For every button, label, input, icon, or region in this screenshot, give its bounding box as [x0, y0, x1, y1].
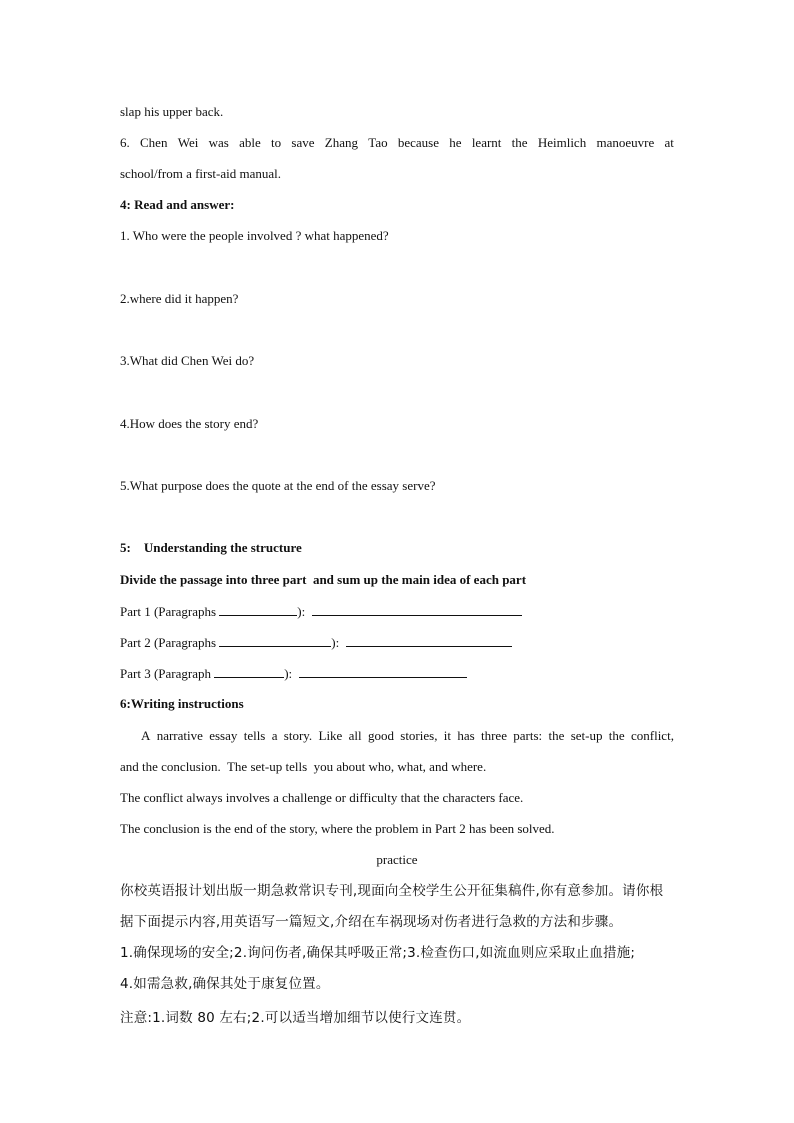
answer-6-word: the — [511, 135, 528, 150]
answer-6-line — [120, 135, 674, 151]
writing-instructions-line-2: and the conclusion. The set-up tells you about who, what, and where. — [120, 759, 487, 774]
practice-hint-line-1: 1.确保现场的安全;2.询问伤者,确保其呼吸正常;3.检查伤口,如流血则应采取止血措施; — [120, 945, 636, 961]
answer-6-word: 6. — [120, 135, 130, 150]
writing-instructions-line-1 — [141, 728, 674, 744]
practice-heading: practice — [376, 852, 418, 867]
question-4: 4.How does the story end? — [120, 416, 259, 431]
answer-6-word: was — [208, 135, 229, 150]
writing-instructions-line-1-word: parts: — [513, 728, 543, 743]
writing-instructions-line-1-word: it — [443, 728, 452, 743]
writing-instructions-line-1-word: narrative — [156, 728, 203, 743]
writing-instructions-line-1-word: A — [141, 728, 151, 743]
writing-instructions-line-1-word: all — [348, 728, 362, 743]
writing-instructions-line-1-word: essay — [209, 728, 238, 743]
answer-6-word: Wei — [177, 135, 199, 150]
answer-6-word: Chen — [140, 135, 168, 150]
question-1: 1. Who were the people involved ? what happened? — [120, 228, 389, 243]
part-1-close: ): — [297, 604, 306, 619]
writing-instructions-line-3: The conflict always involves a challenge or difficulty that the characters face. — [120, 790, 524, 805]
writing-instructions-line-1-word: three — [480, 728, 507, 743]
answer-6-word: at — [664, 135, 674, 150]
part-2-main-idea-blank[interactable] — [346, 634, 512, 647]
answer-6-word: Heimlich — [537, 135, 587, 150]
part-1-paragraphs-blank[interactable] — [219, 603, 297, 616]
question-2: 2.where did it happen? — [120, 291, 239, 306]
section-6-heading: 6:Writing instructions — [120, 696, 244, 711]
writing-instructions-line-1-word: a — [271, 728, 278, 743]
answer-6-word: Zhang — [324, 135, 359, 150]
text-line-slap: slap his upper back. — [120, 104, 224, 119]
answer-6-word: because — [397, 135, 439, 150]
writing-instructions-line-1-word: good — [367, 728, 394, 743]
writing-instructions-line-1-word: stories, — [400, 728, 438, 743]
practice-prompt-line-2: 据下面提示内容,用英语写一篇短文,介绍在车祸现场对伤者进行急救的方法和步骤。 — [120, 914, 623, 930]
part-2-paragraphs-blank[interactable] — [219, 634, 331, 647]
part-3-main-idea-blank[interactable] — [299, 665, 467, 678]
part-1-main-idea-blank[interactable] — [312, 603, 522, 616]
writing-instructions-line-1-word: tells — [243, 728, 266, 743]
practice-hint-line-2: 4.如需急救,确保其处于康复位置。 — [120, 976, 330, 992]
writing-instructions-line-1-word: Like — [318, 728, 343, 743]
section-5-instruction: Divide the passage into three part and sum up the main idea of each part — [120, 572, 527, 587]
part-2-label: Part 2 (Paragraphs — [120, 635, 220, 650]
answer-6-word: Tao — [368, 135, 388, 150]
section-4-heading: 4: Read and answer: — [120, 197, 235, 212]
answer-6-word: able — [239, 135, 261, 150]
section-5-heading: 5: Understanding the structure — [120, 540, 302, 555]
writing-instructions-line-1-word: the — [548, 728, 565, 743]
answer-6-word: save — [291, 135, 315, 150]
part-1-row — [120, 603, 522, 620]
writing-instructions-line-1-word: has — [457, 728, 475, 743]
answer-6-word: manoeuvre — [596, 135, 655, 150]
question-5: 5.What purpose does the quote at the end of the essay serve? — [120, 478, 436, 493]
practice-notes: 注意:1.词数 80 左右;2.可以适当增加细节以使行文连贯。 — [120, 1010, 471, 1026]
part-3-paragraphs-blank[interactable] — [214, 665, 284, 678]
answer-6-continuation: school/from a first-aid manual. — [120, 166, 282, 181]
answer-6-word: to — [271, 135, 282, 150]
writing-instructions-line-1-word: conflict, — [630, 728, 674, 743]
question-3: 3.What did Chen Wei do? — [120, 353, 255, 368]
part-2-close: ): — [331, 635, 340, 650]
practice-prompt-line-1: 你校英语报计划出版一期急救常识专刊,现面向全校学生公开征集稿件,你有意参加。请你根 — [120, 883, 664, 899]
writing-instructions-line-1-word: story. — [283, 728, 313, 743]
part-3-label: Part 3 (Paragraph — [120, 666, 215, 681]
answer-6-word: learnt — [471, 135, 502, 150]
part-3-close: ): — [284, 666, 293, 681]
writing-instructions-line-1-word: the — [608, 728, 625, 743]
writing-instructions-line-4: The conclusion is the end of the story, where the problem in Part 2 has been solved. — [120, 821, 555, 836]
part-3-row — [120, 665, 467, 682]
part-1-label: Part 1 (Paragraphs — [120, 604, 220, 619]
part-2-row — [120, 634, 512, 651]
answer-6-word: he — [449, 135, 462, 150]
writing-instructions-line-1-word: set-up — [570, 728, 603, 743]
